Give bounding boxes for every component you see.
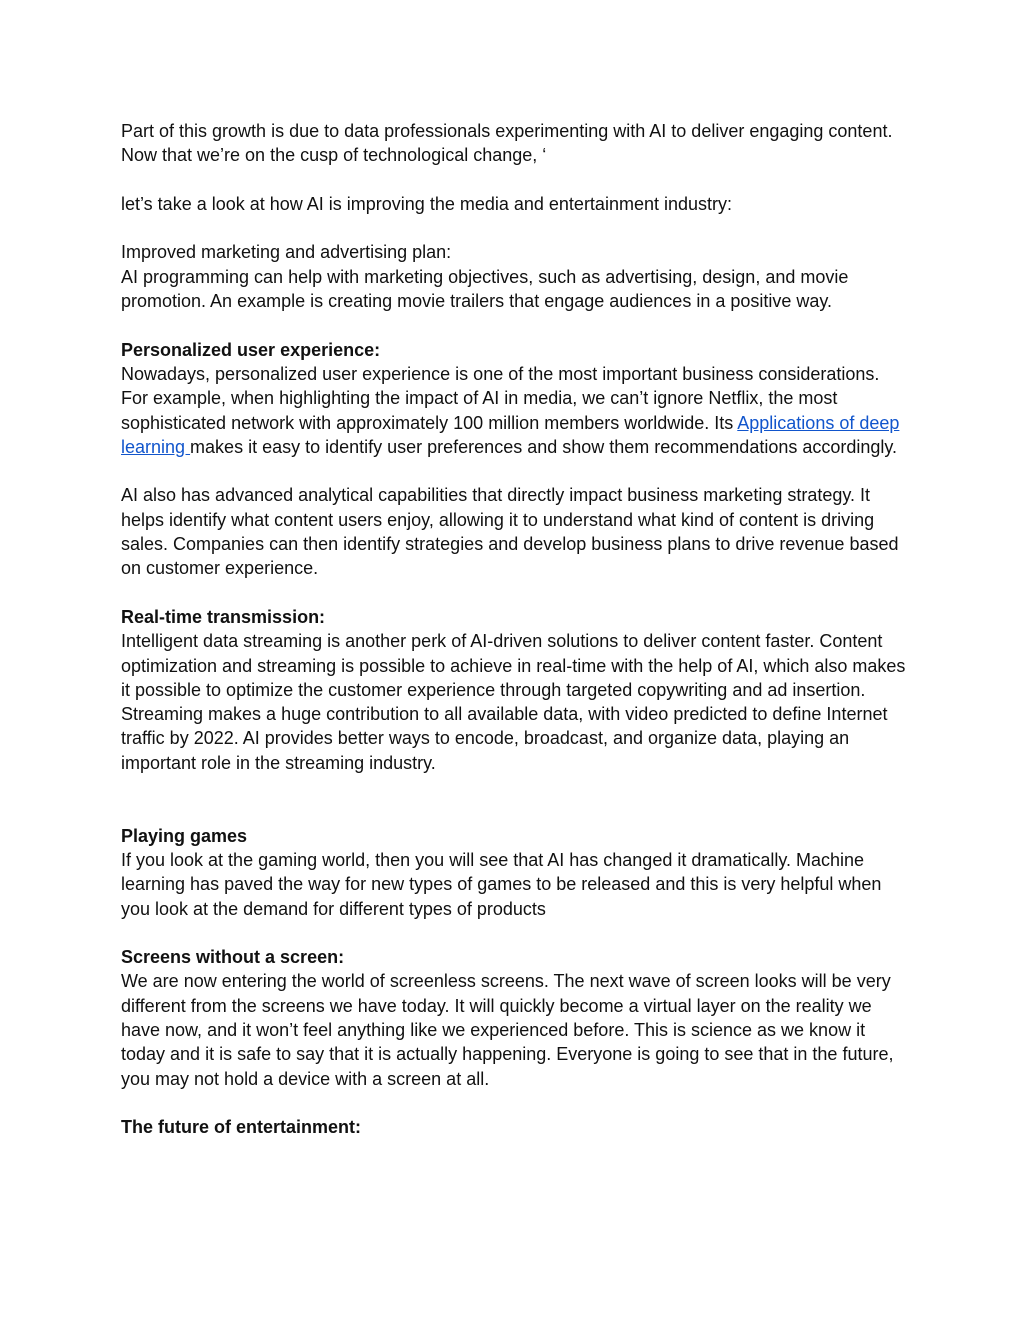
spacer — [121, 313, 911, 337]
realtime-paragraph: Intelligent data streaming is another perk of AI-driven solutions to deliver content faster. Content optimization and streaming is possible to achieve in real-time with the help of AI, which also makes it possible to optimize the customer experience through targeted copywriting and ad insertion. Streaming makes a huge contribution to all available data, with video predicted to define Internet traffic by 2022. AI provides better ways to encode, broadcast, and organize data, playing an important role in the streaming industry. — [121, 631, 906, 773]
games-heading: Playing games — [121, 825, 248, 846]
screens-heading: Screens without a screen: — [121, 947, 345, 968]
spacer — [121, 216, 911, 240]
deep-learning-link[interactable]: Applications of deep learning — [121, 412, 900, 457]
future-heading: The future of entertainment: — [121, 1117, 362, 1138]
intro-paragraph: Part of this growth is due to data professionals experimenting with AI to deliver engaging content. Now that we’re on the cusp of technological change, ‘ — [121, 121, 893, 166]
marketing-paragraph: AI programming can help with marketing objectives, such as advertising, design, and movie promotion. An example is creating movie trailers that engage audiences in a positive way. — [121, 266, 849, 312]
spacer — [121, 581, 911, 605]
personalized-paragraph — [121, 362, 911, 459]
spacer — [121, 921, 911, 945]
spacer — [121, 459, 911, 483]
realtime-heading: Real-time transmission: — [121, 606, 326, 627]
personalized-heading: Personalized user experience: — [121, 339, 381, 360]
intro-lead-in: let’s take a look at how AI is improving the media and entertainment industry: — [121, 193, 732, 214]
personalized-text-after-link: makes it easy to identify user preferences and show them recommendations accordingly. — [190, 436, 898, 457]
marketing-heading: Improved marketing and advertising plan: — [121, 242, 452, 263]
personalized-text-before-link: Nowadays, personalized user experience is one of the most important business considerations. For example, when highlighting the impact of AI in media, we can’t ignore Netflix, the most sophisticated network with approximately 100 million members worldwide. Its — [121, 363, 880, 433]
spacer — [121, 168, 911, 192]
spacer — [121, 1091, 911, 1115]
games-paragraph: If you look at the gaming world, then you will see that AI has changed it dramatically. Machine learning has paved the way for new types of games to be released and this is very helpful when you look at the demand for different types of products — [121, 849, 882, 919]
analytics-paragraph: AI also has advanced analytical capabilities that directly impact business marketing strategy. It helps identify what content users enjoy, allowing it to understand what kind of content is driving sales. Companies can then identify strategies and develop business plans to drive revenue based on customer experience. — [121, 485, 899, 579]
document-body — [121, 119, 911, 1139]
spacer — [121, 775, 911, 824]
screens-paragraph: We are now entering the world of screenless screens. The next wave of screen looks will be very different from the screens we have today. It will quickly become a virtual layer on the reality we have now, and it won’t feel anything like we experienced before. This is science as we know it today and it is safe to say that it is actually happening. Everyone is going to see that in the future, you may not hold a device with a screen at all. — [121, 971, 894, 1089]
